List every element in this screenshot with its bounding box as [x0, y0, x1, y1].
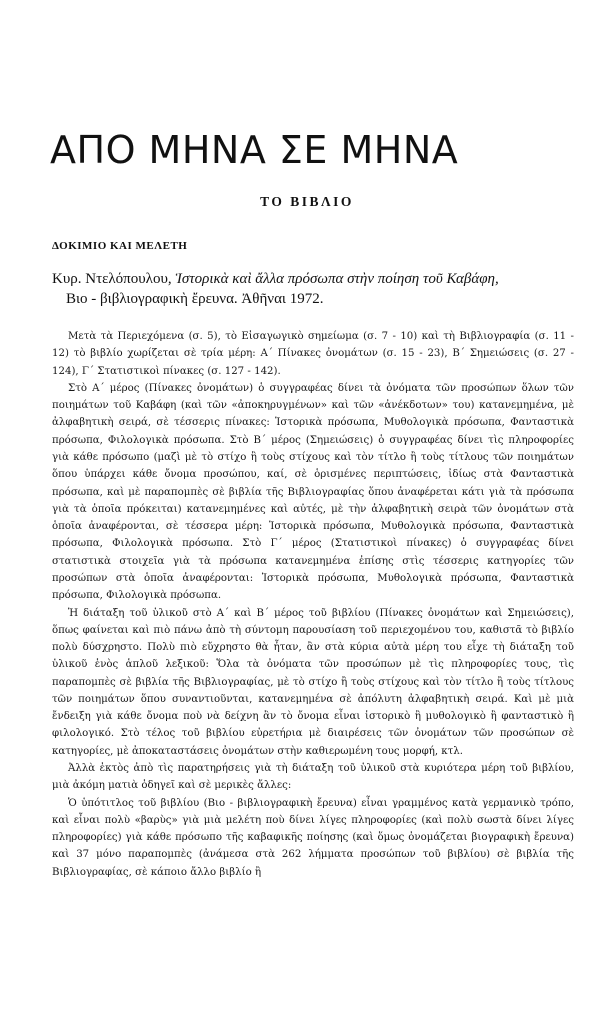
paragraph: Ἡ διάταξη τοῦ ὑλικοῦ στὸ Α΄ καὶ Β΄ μέρος τοῦ βιβλίου (Πίνακες ὀνομάτων καὶ Σημειώσεις), ὅπως φαίνεται καὶ πιὸ πάνω ἀπὸ τὴ σύντομη παρουσίαση τοῦ περιεχομένου του, καθιστᾶ τὸ βιβλίο πολὺ δύσχρηστο. Πολὺ πιὸ εὔχρηστο θὰ ἦταν, ἂν στὰ κύρια αὐτὰ μέρη του εἶχε τὴ διάταξη τοῦ ὑλικοῦ ἑνὸς ἁπλοῦ λεξικοῦ: Ὅλα τὰ ὀνόματα τῶν προσώπων μὲ τὶς πληροφορίες τους, τὶς παραπομπὲς σὲ βιβλία τῆς Βιβλιογραφίας, μὲ τὸ στίχο ἢ τοὺς στίχους καὶ τὸν τίτλο ἢ τοὺς τίτλους τῶν ποιημάτων ὅπου συναντιοῦνται, κατανεμημένα σὲ ἀπόλυτη ἀλφαβητικὴ σειρά. Καὶ μὲ μιὰ ἔνδειξη γιὰ κάθε ὄνομα ποὺ νὰ δείχνη ἂν τὸ ὄνομα εἶναι ἱστορικὸ ἢ μυθολογικὸ ἢ φανταστικὸ ἢ φιλολογικό. Στὸ τέλος τοῦ βιβλίου εὑρετήρια μὲ διαιρέσεις τῶν ὀνομάτων τῶν προσώπων σὲ κατηγορίες, μὲ ἀποκαταστάσεις ὀνομάτων στὴν καθιερωμένη τους μορφή, κτλ.: [52, 607, 574, 757]
paragraph: Ἀλλὰ ἐκτὸς ἀπὸ τὶς παρατηρήσεις γιὰ τὴ διάταξη τοῦ ὑλικοῦ στὰ κυριότερα μέρη τοῦ βιβλίου, μιὰ ἀκόμη ματιὰ ὁδηγεῖ καὶ σὲ μερικὲς ἄλλες:: [52, 763, 574, 792]
page-subtitle: ΤΟ ΒΙΒΛΙΟ: [260, 194, 354, 209]
paragraph: Στὸ Α΄ μέρος (Πίνακες ὀνομάτων) ὁ συγγραφέας δίνει τὰ ὀνόματα τῶν προσώπων ὅλων τῶν ποιημάτων τοῦ Καβάφη (καὶ τῶν «ἀποκηρυγμένων» καὶ τῶν «ἀνέκδοτων» του) κατανεμημένα, μὲ ἀλφαβητικὴ σειρά, σὲ τέσσερις πίνακες: Ἱστορικὰ πρόσωπα, Μυθολογικὰ πρόσωπα, Φανταστικὰ πρόσωπα, Φιλολογικὰ πρόσωπα. Στὸ Β΄ μέρος (Σημειώσεις) ὁ συγγραφέας δίνει τὶς πληροφορίες γιὰ κάθε πρόσωπο (μαζὶ μὲ τὸ στίχο ἢ τοὺς στίχους καὶ τὸν τίτλο ἢ τοὺς τίτλους τῶν ποιημάτων ὅπου ὑπάρχει κάθε ὄνομα προσώπου, καί, σὲ ὁρισμένες περιπτώσεις, ἰδίως στὰ Φανταστικὰ πρόσωπα, καὶ μὲ παραπομπὲς σὲ βιβλία τῆς Βιβλιογραφίας ὅπου ἀναφέρεται κάτι γιὰ τὰ πρόσωπα γιὰ τὰ ὁποῖα πρόκειται) κατανεμημένες καὶ αὐτές, μὲ τὴν ἀλφαβητικὴ σειρὰ τῶν ὀνομάτων στὰ ὁποῖα ἀναφέρονται, σὲ τέσσερα μέρη: Ἱστορικὰ πρόσωπα, Μυθολογικὰ πρόσωπα, Φανταστικὰ πρόσωπα, Φιλολογικὰ πρόσωπα. Στὸ Γ΄ μέρος (Στατιστικοὶ πίνακες) ὁ συγγραφέας δίνει στατιστικὰ στοιχεῖα γιὰ τὰ πρόσωπα κατανεμημένα ἐπίσης στὶς τέσσερις κατηγορίες τῶν προσώπων στὰ ὁποῖα ἀναφέρονται: Ἱστορικὰ πρόσωπα, Μυθολογικὰ πρόσωπα, Φανταστικὰ πρόσωπα, Φιλολογικὰ πρόσωπα.: [52, 382, 574, 602]
book-title: Ἱστορικὰ καὶ ἄλλα πρόσωπα στὴν ποίηση τοῦ Καβάφη,: [175, 271, 499, 287]
book-reference: [52, 270, 572, 309]
page-title: ΑΠΟ ΜΗΝΑ ΣΕ ΜΗΝΑ: [50, 128, 459, 172]
paragraph: Μετὰ τὰ Περιεχόμενα (σ. 5), τὸ Εἰσαγωγικὸ σημείωμα (σ. 7 - 10) καὶ τὴ Βιβλιογραφία (σ. 11 - 12) τὸ βιβλίο χωρίζεται σὲ τρία μέρη: Α΄ Πίνακες ὀνομάτων (σ. 15 - 23), Β΄ Σημειώσεις (σ. 27 - 124), Γ΄ Στατιστικοὶ πίνακες (σ. 127 - 142).: [52, 331, 574, 377]
book-details: Βιο - βιβλιογραφικὴ ἔρευνα. Ἀθῆναι 1972.: [66, 290, 324, 307]
review-body: [52, 328, 574, 881]
paragraph: Ὁ ὑπότιτλος τοῦ βιβλίου (Βιο - βιβλιογραφικὴ ἔρευνα) εἶναι γραμμένος κατὰ γερμανικὸ τρόπο, καὶ εἶναι πολὺ «βαρὺς» γιὰ μιὰ μελέτη ποὺ δίνει λίγες πληροφορίες (καὶ πολὺ σωστὰ δίνει λίγες πληροφορίες) γιὰ κάθε πρόσωπο τῆς καβαφικῆς ποίησης (καὶ ὅμως ὀνομάζεται βιογραφικὴ ἔρευνα) καὶ 37 μόνο παραπομπὲς (ἀνάμεσα στὰ 262 λήμματα προσώπων τοῦ βιβλίου) σὲ βιβλία τῆς Βιβλιογραφίας, σὲ κάποιο ἄλλο βιβλίο ἢ: [52, 797, 574, 878]
book-author: Κυρ. Ντελόπουλου,: [52, 271, 176, 287]
section-heading: ΔΟΚΙΜΙΟ ΚΑΙ ΜΕΛΕΤΗ: [52, 240, 188, 252]
